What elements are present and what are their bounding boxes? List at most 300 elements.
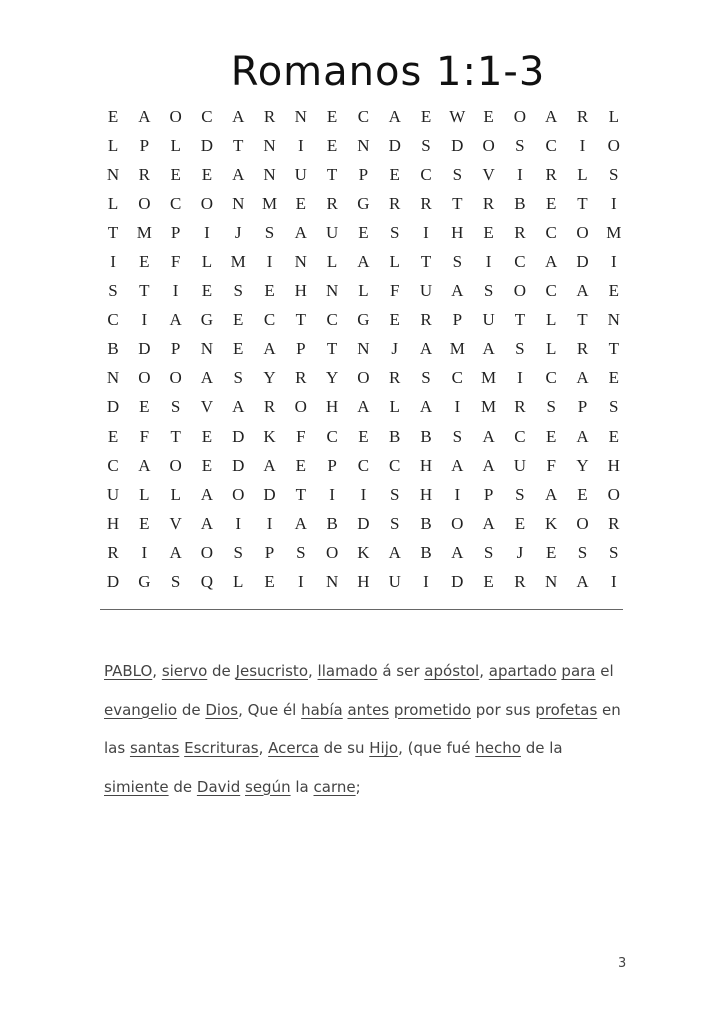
grid-letter[interactable]: C [545, 281, 557, 301]
grid-letter[interactable]: E [295, 455, 307, 475]
grid-letter[interactable]: E [295, 193, 307, 213]
grid-letter[interactable]: S [515, 484, 525, 504]
grid-letter[interactable]: R [263, 397, 276, 417]
grid-letter[interactable]: R [420, 310, 432, 330]
grid-letter[interactable]: C [326, 310, 338, 330]
grid-letter[interactable]: O [513, 281, 527, 301]
grid-letter[interactable]: M [606, 222, 622, 242]
grid-letter[interactable]: R [482, 193, 495, 213]
grid-letter[interactable]: S [233, 281, 243, 301]
grid-letter[interactable]: B [107, 339, 119, 359]
grid-letter[interactable]: S [421, 135, 431, 155]
grid-letter[interactable]: C [514, 252, 526, 272]
grid-letter[interactable]: S [296, 542, 306, 562]
grid-letter[interactable]: A [576, 426, 589, 446]
grid-letter[interactable]: A [200, 484, 214, 504]
grid-letter[interactable]: C [451, 368, 463, 388]
grid-letter[interactable]: E [358, 426, 369, 446]
grid-letter[interactable]: E [139, 513, 150, 533]
grid-letter[interactable]: A [169, 310, 182, 330]
grid-letter[interactable]: V [169, 513, 182, 533]
grid-letter[interactable]: A [419, 339, 433, 359]
grid-letter[interactable]: G [200, 310, 214, 330]
word-search-grid [106, 102, 645, 597]
grid-letter[interactable]: D [200, 135, 214, 155]
grid-letter[interactable]: V [482, 164, 495, 184]
grid-letter[interactable]: S [264, 222, 275, 242]
grid-letter[interactable]: A [138, 106, 151, 126]
grid-letter[interactable]: I [454, 397, 461, 417]
grid-letter[interactable]: R [420, 193, 432, 213]
grid-letter[interactable]: C [107, 455, 119, 475]
grid-letter[interactable]: R [263, 106, 276, 126]
grid-letter[interactable]: P [139, 135, 150, 155]
grid-letter[interactable]: N [294, 252, 307, 272]
grid-letter[interactable]: E [546, 426, 557, 446]
grid-letter[interactable]: E [264, 572, 275, 592]
grid-letter[interactable]: S [609, 542, 619, 562]
grid-letter[interactable]: E [326, 135, 338, 155]
grid-letter[interactable]: C [263, 310, 276, 330]
grid-letter[interactable]: N [294, 106, 307, 126]
grid-letter[interactable]: C [389, 455, 401, 475]
grid-letter[interactable]: O [482, 135, 495, 155]
grid-letter[interactable]: F [170, 252, 181, 272]
grid-letter[interactable]: I [141, 542, 148, 562]
grid-letter[interactable]: N [200, 339, 214, 359]
grid-letter[interactable]: P [170, 339, 181, 359]
grid-letter[interactable]: U [419, 281, 433, 301]
grid-letter[interactable]: S [483, 542, 494, 562]
grid-letter[interactable]: O [325, 542, 339, 562]
grid-letter[interactable]: Y [325, 368, 339, 388]
grid-letter[interactable]: E [420, 106, 432, 126]
grid-letter[interactable]: L [107, 193, 119, 213]
grid-letter[interactable]: I [423, 222, 429, 242]
grid-letter[interactable]: F [546, 455, 556, 475]
grid-letter[interactable]: R [138, 164, 151, 184]
grid-letter[interactable]: S [233, 542, 243, 562]
grid-letter[interactable]: S [170, 572, 181, 592]
grid-letter[interactable]: A [451, 281, 464, 301]
grid-letter[interactable]: F [389, 281, 400, 301]
grid-letter[interactable]: O [169, 368, 182, 388]
grid-letter[interactable]: O [200, 542, 214, 562]
grid-letter[interactable]: I [329, 484, 335, 504]
grid-letter[interactable]: C [326, 426, 338, 446]
grid-letter[interactable]: G [138, 572, 151, 592]
grid-letter[interactable]: N [545, 572, 558, 592]
grid-letter[interactable]: M [230, 252, 246, 272]
grid-letter[interactable]: S [483, 281, 494, 301]
grid-letter[interactable]: A [232, 164, 245, 184]
grid-letter[interactable]: F [139, 426, 150, 446]
grid-letter[interactable]: L [170, 135, 181, 155]
grid-letter[interactable]: S [452, 252, 463, 272]
grid-letter[interactable]: A [263, 339, 276, 359]
grid-letter[interactable]: B [420, 426, 432, 446]
grid-letter[interactable]: I [610, 572, 617, 592]
grid-letter[interactable]: C [545, 135, 557, 155]
grid-letter[interactable]: I [297, 572, 304, 592]
grid-letter[interactable]: K [357, 542, 370, 562]
grid-letter[interactable]: A [576, 281, 589, 301]
grid-letter[interactable]: D [357, 513, 370, 533]
grid-letter[interactable]: P [264, 542, 275, 562]
grid-letter[interactable]: A [545, 484, 558, 504]
grid-letter[interactable]: H [106, 513, 120, 533]
grid-letter[interactable]: U [106, 484, 120, 504]
grid-letter[interactable]: T [139, 281, 150, 301]
grid-letter[interactable]: L [358, 281, 369, 301]
grid-letter[interactable]: P [452, 310, 463, 330]
grid-letter[interactable]: H [419, 484, 433, 504]
grid-letter[interactable]: N [325, 281, 339, 301]
grid-letter[interactable]: S [515, 339, 525, 359]
grid-letter[interactable]: N [106, 164, 120, 184]
grid-letter[interactable]: D [106, 397, 120, 417]
grid-letter[interactable]: W [449, 106, 466, 126]
grid-letter[interactable]: U [513, 455, 527, 475]
grid-letter[interactable]: U [388, 572, 401, 592]
grid-letter[interactable]: C [545, 368, 557, 388]
grid-letter[interactable]: J [391, 339, 399, 359]
grid-letter[interactable]: L [577, 164, 588, 184]
grid-letter[interactable]: E [233, 310, 244, 330]
grid-letter[interactable]: N [263, 135, 276, 155]
grid-letter[interactable]: E [483, 572, 494, 592]
grid-letter[interactable]: T [577, 310, 588, 330]
grid-letter[interactable]: E [201, 164, 213, 184]
key-word: siervo [161, 662, 208, 680]
grid-letter[interactable]: A [357, 252, 370, 272]
grid-letter[interactable]: A [419, 397, 433, 417]
grid-letter[interactable]: O [451, 513, 464, 533]
grid-letter[interactable]: B [326, 513, 338, 533]
grid-letter[interactable]: L [608, 106, 619, 126]
grid-letter[interactable]: D [451, 135, 464, 155]
grid-letter[interactable]: S [233, 368, 243, 388]
grid-letter[interactable]: E [514, 513, 526, 533]
grid-letter[interactable]: T [420, 252, 432, 272]
grid-letter[interactable]: E [608, 368, 619, 388]
grid-letter[interactable]: O [576, 513, 589, 533]
grid-letter[interactable]: M [481, 397, 497, 417]
grid-letter[interactable]: R [576, 106, 589, 126]
grid-letter[interactable]: T [233, 135, 244, 155]
grid-letter[interactable]: D [388, 135, 401, 155]
grid-letter[interactable]: S [609, 397, 619, 417]
grid-letter[interactable]: R [326, 193, 338, 213]
grid-letter[interactable]: R [514, 397, 526, 417]
grid-letter[interactable]: I [423, 572, 429, 592]
grid-letter[interactable]: A [232, 397, 245, 417]
grid-letter[interactable]: T [452, 193, 463, 213]
grid-letter[interactable]: I [266, 252, 273, 272]
grid-letter[interactable]: A [451, 542, 464, 562]
grid-letter[interactable]: E [608, 281, 619, 301]
grid-letter[interactable]: O [169, 106, 182, 126]
grid-letter[interactable]: E [201, 455, 213, 475]
grid-letter[interactable]: D [106, 572, 120, 592]
grid-letter[interactable]: E [483, 106, 494, 126]
grid-letter[interactable]: A [200, 368, 214, 388]
grid-letter[interactable]: U [325, 222, 339, 242]
grid-letter[interactable]: A [576, 368, 589, 388]
grid-letter[interactable]: S [108, 281, 118, 301]
grid-letter[interactable]: N [357, 339, 370, 359]
grid-letter[interactable]: L [233, 572, 244, 592]
grid-letter[interactable]: N [232, 193, 245, 213]
grid-letter[interactable]: E [139, 252, 150, 272]
grid-letter[interactable]: R [608, 513, 620, 533]
grid-letter[interactable]: A [482, 513, 495, 533]
grid-letter[interactable]: J [234, 222, 242, 242]
grid-letter[interactable]: A [482, 455, 495, 475]
grid-letter[interactable]: E [546, 193, 557, 213]
grid-letter[interactable]: L [389, 397, 400, 417]
grid-letter[interactable]: E [577, 484, 588, 504]
grid-letter[interactable]: T [577, 193, 588, 213]
grid-letter[interactable]: T [170, 426, 181, 446]
grid-letter[interactable]: S [515, 135, 525, 155]
grid-letter[interactable]: S [389, 513, 400, 533]
grid-letter[interactable]: O [607, 484, 620, 504]
grid-letter[interactable]: R [576, 339, 589, 359]
grid-letter[interactable]: C [357, 106, 370, 126]
grid-letter[interactable]: I [579, 135, 586, 155]
grid-letter[interactable]: P [577, 397, 588, 417]
grid-letter[interactable]: H [451, 222, 464, 242]
grid-letter[interactable]: K [263, 426, 276, 446]
grid-letter[interactable]: O [138, 368, 151, 388]
grid-letter[interactable]: E [264, 281, 275, 301]
grid-letter[interactable]: I [266, 513, 273, 533]
grid-letter[interactable]: E [389, 164, 400, 184]
grid-letter[interactable]: T [326, 164, 338, 184]
grid-letter[interactable]: S [452, 426, 463, 446]
grid-letter[interactable]: B [389, 426, 401, 446]
grid-letter[interactable]: P [483, 484, 494, 504]
grid-letter[interactable]: I [360, 484, 367, 504]
grid-letter[interactable]: R [107, 542, 119, 562]
grid-letter[interactable]: O [200, 193, 214, 213]
grid-letter[interactable]: I [454, 484, 461, 504]
grid-letter[interactable]: Y [263, 368, 276, 388]
passage-text: á ser [377, 662, 425, 680]
grid-letter[interactable]: S [609, 164, 619, 184]
grid-letter[interactable]: N [325, 572, 339, 592]
grid-letter[interactable]: A [482, 339, 495, 359]
grid-letter[interactable]: L [170, 484, 181, 504]
passage-text: , (que fué [398, 739, 476, 757]
grid-letter[interactable]: L [326, 252, 338, 272]
grid-letter[interactable]: E [546, 542, 557, 562]
grid-letter[interactable]: T [514, 310, 526, 330]
grid-letter[interactable]: A [169, 542, 182, 562]
grid-letter[interactable]: A [232, 106, 245, 126]
grid-letter[interactable]: O [357, 368, 370, 388]
grid-letter[interactable]: M [481, 368, 497, 388]
grid-letter[interactable]: S [170, 397, 181, 417]
grid-letter[interactable]: I [517, 164, 523, 184]
grid-letter[interactable]: J [516, 542, 524, 562]
grid-letter[interactable]: A [388, 542, 401, 562]
grid-letter[interactable]: E [389, 310, 400, 330]
grid-letter[interactable]: A [576, 572, 589, 592]
grid-letter[interactable]: S [389, 222, 400, 242]
grid-letter[interactable]: U [294, 164, 307, 184]
grid-letter[interactable]: V [200, 397, 214, 417]
grid-letter[interactable]: A [263, 455, 276, 475]
grid-letter[interactable]: I [141, 310, 148, 330]
grid-letter[interactable]: B [514, 193, 526, 213]
grid-letter[interactable]: M [136, 222, 152, 242]
grid-letter[interactable]: A [294, 513, 307, 533]
grid-letter[interactable]: T [107, 222, 119, 242]
grid-letter[interactable]: O [138, 193, 151, 213]
grid-letter[interactable]: I [297, 135, 304, 155]
grid-letter[interactable]: R [545, 164, 557, 184]
grid-letter[interactable]: E [201, 426, 213, 446]
grid-letter[interactable]: B [420, 513, 432, 533]
grid-letter[interactable]: O [232, 484, 245, 504]
grid-letter[interactable]: R [389, 193, 401, 213]
grid-letter[interactable]: O [294, 397, 307, 417]
grid-letter[interactable]: R [389, 368, 401, 388]
grid-letter[interactable]: A [545, 252, 558, 272]
grid-letter[interactable]: T [326, 339, 338, 359]
grid-letter[interactable]: B [420, 542, 432, 562]
grid-letter[interactable]: O [169, 455, 182, 475]
grid-letter[interactable]: A [357, 397, 370, 417]
grid-letter[interactable]: A [138, 455, 151, 475]
grid-letter[interactable]: D [232, 455, 245, 475]
grid-letter[interactable]: P [170, 222, 181, 242]
grid-letter[interactable]: L [389, 252, 400, 272]
grid-letter[interactable]: E [107, 106, 119, 126]
grid-letter[interactable]: Y [576, 455, 589, 475]
grid-letter[interactable]: E [107, 426, 119, 446]
grid-letter[interactable]: H [357, 572, 370, 592]
grid-letter[interactable]: M [449, 339, 465, 359]
grid-letter[interactable]: C [201, 106, 213, 126]
grid-letter[interactable]: O [513, 106, 527, 126]
grid-letter[interactable]: Q [200, 572, 214, 592]
grid-letter[interactable]: D [451, 572, 464, 592]
grid-letter[interactable]: C [357, 455, 370, 475]
grid-letter[interactable]: T [608, 339, 619, 359]
grid-letter[interactable]: C [420, 164, 432, 184]
grid-letter[interactable]: I [235, 513, 242, 533]
grid-letter[interactable]: T [295, 484, 307, 504]
grid-letter[interactable]: O [607, 135, 620, 155]
grid-letter[interactable]: A [294, 222, 307, 242]
grid-letter[interactable]: I [485, 252, 492, 272]
grid-letter[interactable]: S [421, 368, 431, 388]
grid-letter[interactable]: L [201, 252, 213, 272]
grid-letter[interactable]: O [576, 222, 589, 242]
grid-letter[interactable]: L [107, 135, 119, 155]
grid-letter[interactable]: A [200, 513, 214, 533]
grid-letter[interactable]: P [358, 164, 369, 184]
grid-letter[interactable]: D [138, 339, 151, 359]
grid-letter[interactable]: E [201, 281, 213, 301]
grid-letter[interactable]: A [482, 426, 495, 446]
grid-letter[interactable]: H [607, 455, 620, 475]
key-word: simiente [104, 777, 169, 796]
grid-letter[interactable]: T [295, 310, 307, 330]
key-word: santas [129, 739, 180, 757]
grid-letter[interactable]: E [170, 164, 181, 184]
grid-letter[interactable]: P [296, 339, 306, 359]
grid-row [106, 509, 645, 538]
grid-letter[interactable]: N [607, 310, 620, 330]
grid-letter[interactable]: I [110, 252, 116, 272]
grid-letter[interactable]: E [608, 426, 619, 446]
grid-letter[interactable]: H [325, 397, 339, 417]
grid-letter[interactable]: N [357, 135, 370, 155]
key-word: Escrituras [184, 739, 259, 757]
grid-letter[interactable]: E [483, 222, 494, 242]
grid-letter[interactable]: E [139, 397, 150, 417]
grid-letter[interactable]: H [419, 455, 433, 475]
grid-letter[interactable]: A [451, 455, 464, 475]
grid-letter[interactable]: R [295, 368, 307, 388]
grid-letter[interactable]: U [482, 310, 495, 330]
grid-letter[interactable]: L [139, 484, 150, 504]
grid-letter[interactable]: G [357, 310, 370, 330]
grid-letter[interactable]: I [610, 193, 617, 213]
grid-letter[interactable]: N [263, 164, 276, 184]
grid-letter[interactable]: C [107, 310, 119, 330]
passage-text: , [258, 739, 269, 757]
grid-letter[interactable]: F [296, 426, 306, 446]
grid-letter[interactable]: E [233, 339, 244, 359]
grid-letter[interactable]: C [514, 426, 526, 446]
grid-letter[interactable]: S [577, 542, 588, 562]
grid-letter[interactable]: S [546, 397, 556, 417]
grid-letter[interactable]: D [576, 252, 589, 272]
grid-letter[interactable]: S [389, 484, 400, 504]
grid-letter[interactable]: G [357, 193, 370, 213]
grid-letter[interactable]: H [294, 281, 307, 301]
grid-letter[interactable]: E [358, 222, 369, 242]
grid-letter[interactable]: C [169, 193, 182, 213]
grid-letter[interactable]: I [204, 222, 210, 242]
passage-text: en las [104, 700, 621, 757]
grid-letter[interactable]: I [172, 281, 179, 301]
grid-letter[interactable]: C [545, 222, 557, 242]
grid-letter[interactable]: N [106, 368, 120, 388]
grid-letter[interactable]: A [545, 106, 558, 126]
grid-letter[interactable]: S [452, 164, 463, 184]
grid-letter[interactable]: D [263, 484, 276, 504]
grid-letter[interactable]: I [610, 252, 617, 272]
grid-letter[interactable]: L [546, 310, 557, 330]
grid-letter[interactable]: R [514, 222, 526, 242]
grid-letter[interactable]: I [517, 368, 523, 388]
grid-letter[interactable]: M [261, 193, 278, 213]
grid-letter[interactable]: A [388, 106, 401, 126]
grid-letter[interactable]: L [546, 339, 557, 359]
grid-letter[interactable]: E [326, 106, 338, 126]
grid-letter[interactable]: K [545, 513, 558, 533]
grid-letter[interactable]: R [514, 572, 526, 592]
grid-letter[interactable]: D [232, 426, 245, 446]
grid-letter[interactable]: P [327, 455, 337, 475]
passage-text: , [152, 662, 162, 680]
